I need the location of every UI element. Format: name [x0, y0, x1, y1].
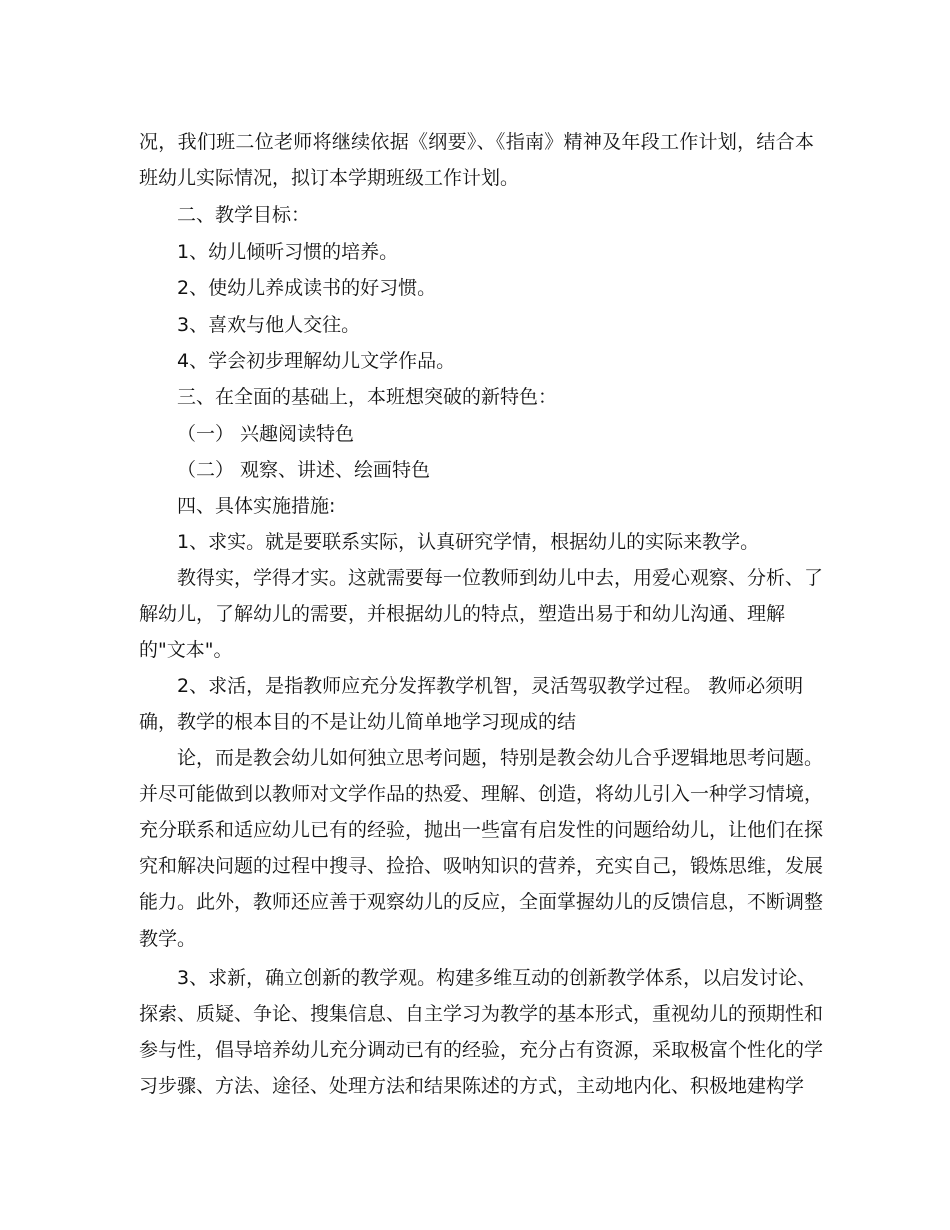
- text-line: 1、幼儿倾听习惯的培养。: [177, 241, 399, 263]
- text-line: 参与性，倡导培养幼儿充分调动已有的经验，充分占有资源，采取极富个性化的学: [139, 1039, 824, 1061]
- text-line: 的"文本"。: [139, 639, 233, 661]
- text-line: 班幼儿实际情况，拟订本学期班级工作计划。: [139, 167, 520, 189]
- text-line: 三、在全面的基础上，本班想突破的新特色：: [177, 386, 558, 408]
- text-line: 四、具体实施措施:: [177, 495, 336, 517]
- text-line: 能力。此外，教师还应善于观察幼儿的反应，全面掌握幼儿的反馈信息，不断调整: [139, 891, 824, 913]
- text-line: 况，我们班二位老师将继续依据《纲要》、《指南》精神及年段工作计划，结合本: [139, 131, 814, 153]
- text-line: 2、求活，是指教师应充分发挥教学机智，灵活驾驭教学过程。 教师必须明: [177, 675, 804, 697]
- text-line: 二、教学目标：: [177, 204, 311, 226]
- text-line: 探索、质疑、争论、搜集信息、自主学习为教学的基本形式，重视幼儿的预期性和: [139, 1003, 824, 1025]
- text-line: 4、学会初步理解幼儿文学作品。: [177, 350, 456, 372]
- text-line: 论，而是教会幼儿如何独立思考问题，特别是教会幼儿合乎逻辑地思考问题。: [177, 747, 824, 769]
- text-line: 1、求实。就是要联系实际，认真研究学情，根据幼儿的实际来教学。: [177, 531, 760, 553]
- text-line: 充分联系和适应幼儿已有的经验，抛出一些富有启发性的问题给幼儿，让他们在探: [139, 819, 824, 841]
- text-line: （二） 观察、讲述、绘画特色: [177, 459, 431, 481]
- text-line: 3、求新，确立创新的教学观。构建多维互动的创新教学体系，以启发讨论、: [177, 967, 817, 989]
- text-line: 并尽可能做到以教师对文学作品的热爱、理解、创造，将幼儿引入一种学习情境，: [139, 783, 824, 805]
- text-line: 2、使幼儿养成读书的好习惯。: [177, 277, 437, 299]
- text-line: （一） 兴趣阅读特色: [177, 423, 355, 445]
- text-line: 确，教学的根本目的不是让幼儿简单地学习现成的结: [139, 711, 577, 733]
- text-line: 习步骤、方法、途径、处理方法和结果陈述的方式，主动地内化、积极地建构学: [139, 1075, 805, 1097]
- text-line: 3、喜欢与他人交往。: [177, 314, 361, 336]
- document-body: [139, 124, 824, 1104]
- text-line: 解幼儿，了解幼儿的需要，并根据幼儿的特点，塑造出易于和幼儿沟通、理解: [139, 603, 786, 625]
- text-line: 教学。: [139, 928, 197, 950]
- text-line: 教得实，学得才实。这就需要每一位教师到幼儿中去，用爱心观察、分析、了: [177, 567, 824, 589]
- text-line: 究和解决问题的过程中搜寻、捡拾、吸呐知识的营养，充实自己，锻炼思维，发展: [139, 855, 824, 877]
